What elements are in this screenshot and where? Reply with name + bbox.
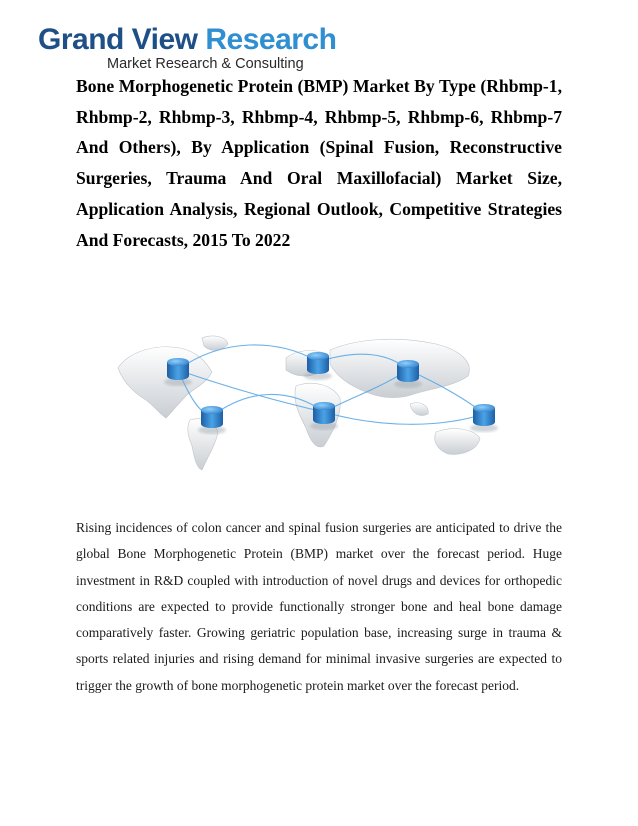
database-icon: [394, 360, 422, 388]
brand-name-part2: Research: [205, 23, 337, 56]
australia-shape: [435, 429, 480, 455]
brand-logo: [38, 24, 338, 74]
database-icon: [310, 402, 338, 430]
southeast-asia-shape: [410, 403, 428, 416]
database-icon: [198, 406, 226, 434]
database-icon: [470, 404, 498, 432]
report-title: Bone Morphogenetic Protein (BMP) Market By Type (Rhbmp-1, Rhbmp-2, Rhbmp-3, Rhbmp-4, Rhbmp-5, Rhbmp-6, Rhbmp-7 And Others), By Application (Spinal Fusion, Reconstructive Surgeries, Trauma And Oral Maxillofacial) Market Size, Application Analysis, Regional Outlook, Competitive Strategies And Forecasts, 2015 To 2022: [76, 76, 562, 250]
brand-name: [38, 24, 338, 56]
world-map: [118, 336, 480, 470]
report-summary: Rising incidences of colon cancer and spinal fusion surgeries are anticipated to drive the global Bone Morphogenetic Protein (BMP) market over the forecast period. Huge investment in R&D coupled with introduction of novel drugs and devices for orthopedic conditions are expected to provide functionally stronger bone and heal bone damage comparatively faster. Growing geriatric population base, increasing surge in trauma & sports related injuries and rising demand for minimal invasive surgeries are expected to trigger the growth of bone morphogenetic protein market over the forecast period.: [76, 520, 562, 693]
brand-name-part1: Grand View: [38, 23, 206, 56]
brand-tagline: Market Research & Consulting: [107, 56, 304, 72]
database-icon: [164, 358, 192, 386]
database-icon: [304, 352, 332, 380]
world-network-database-icon: [110, 328, 530, 478]
